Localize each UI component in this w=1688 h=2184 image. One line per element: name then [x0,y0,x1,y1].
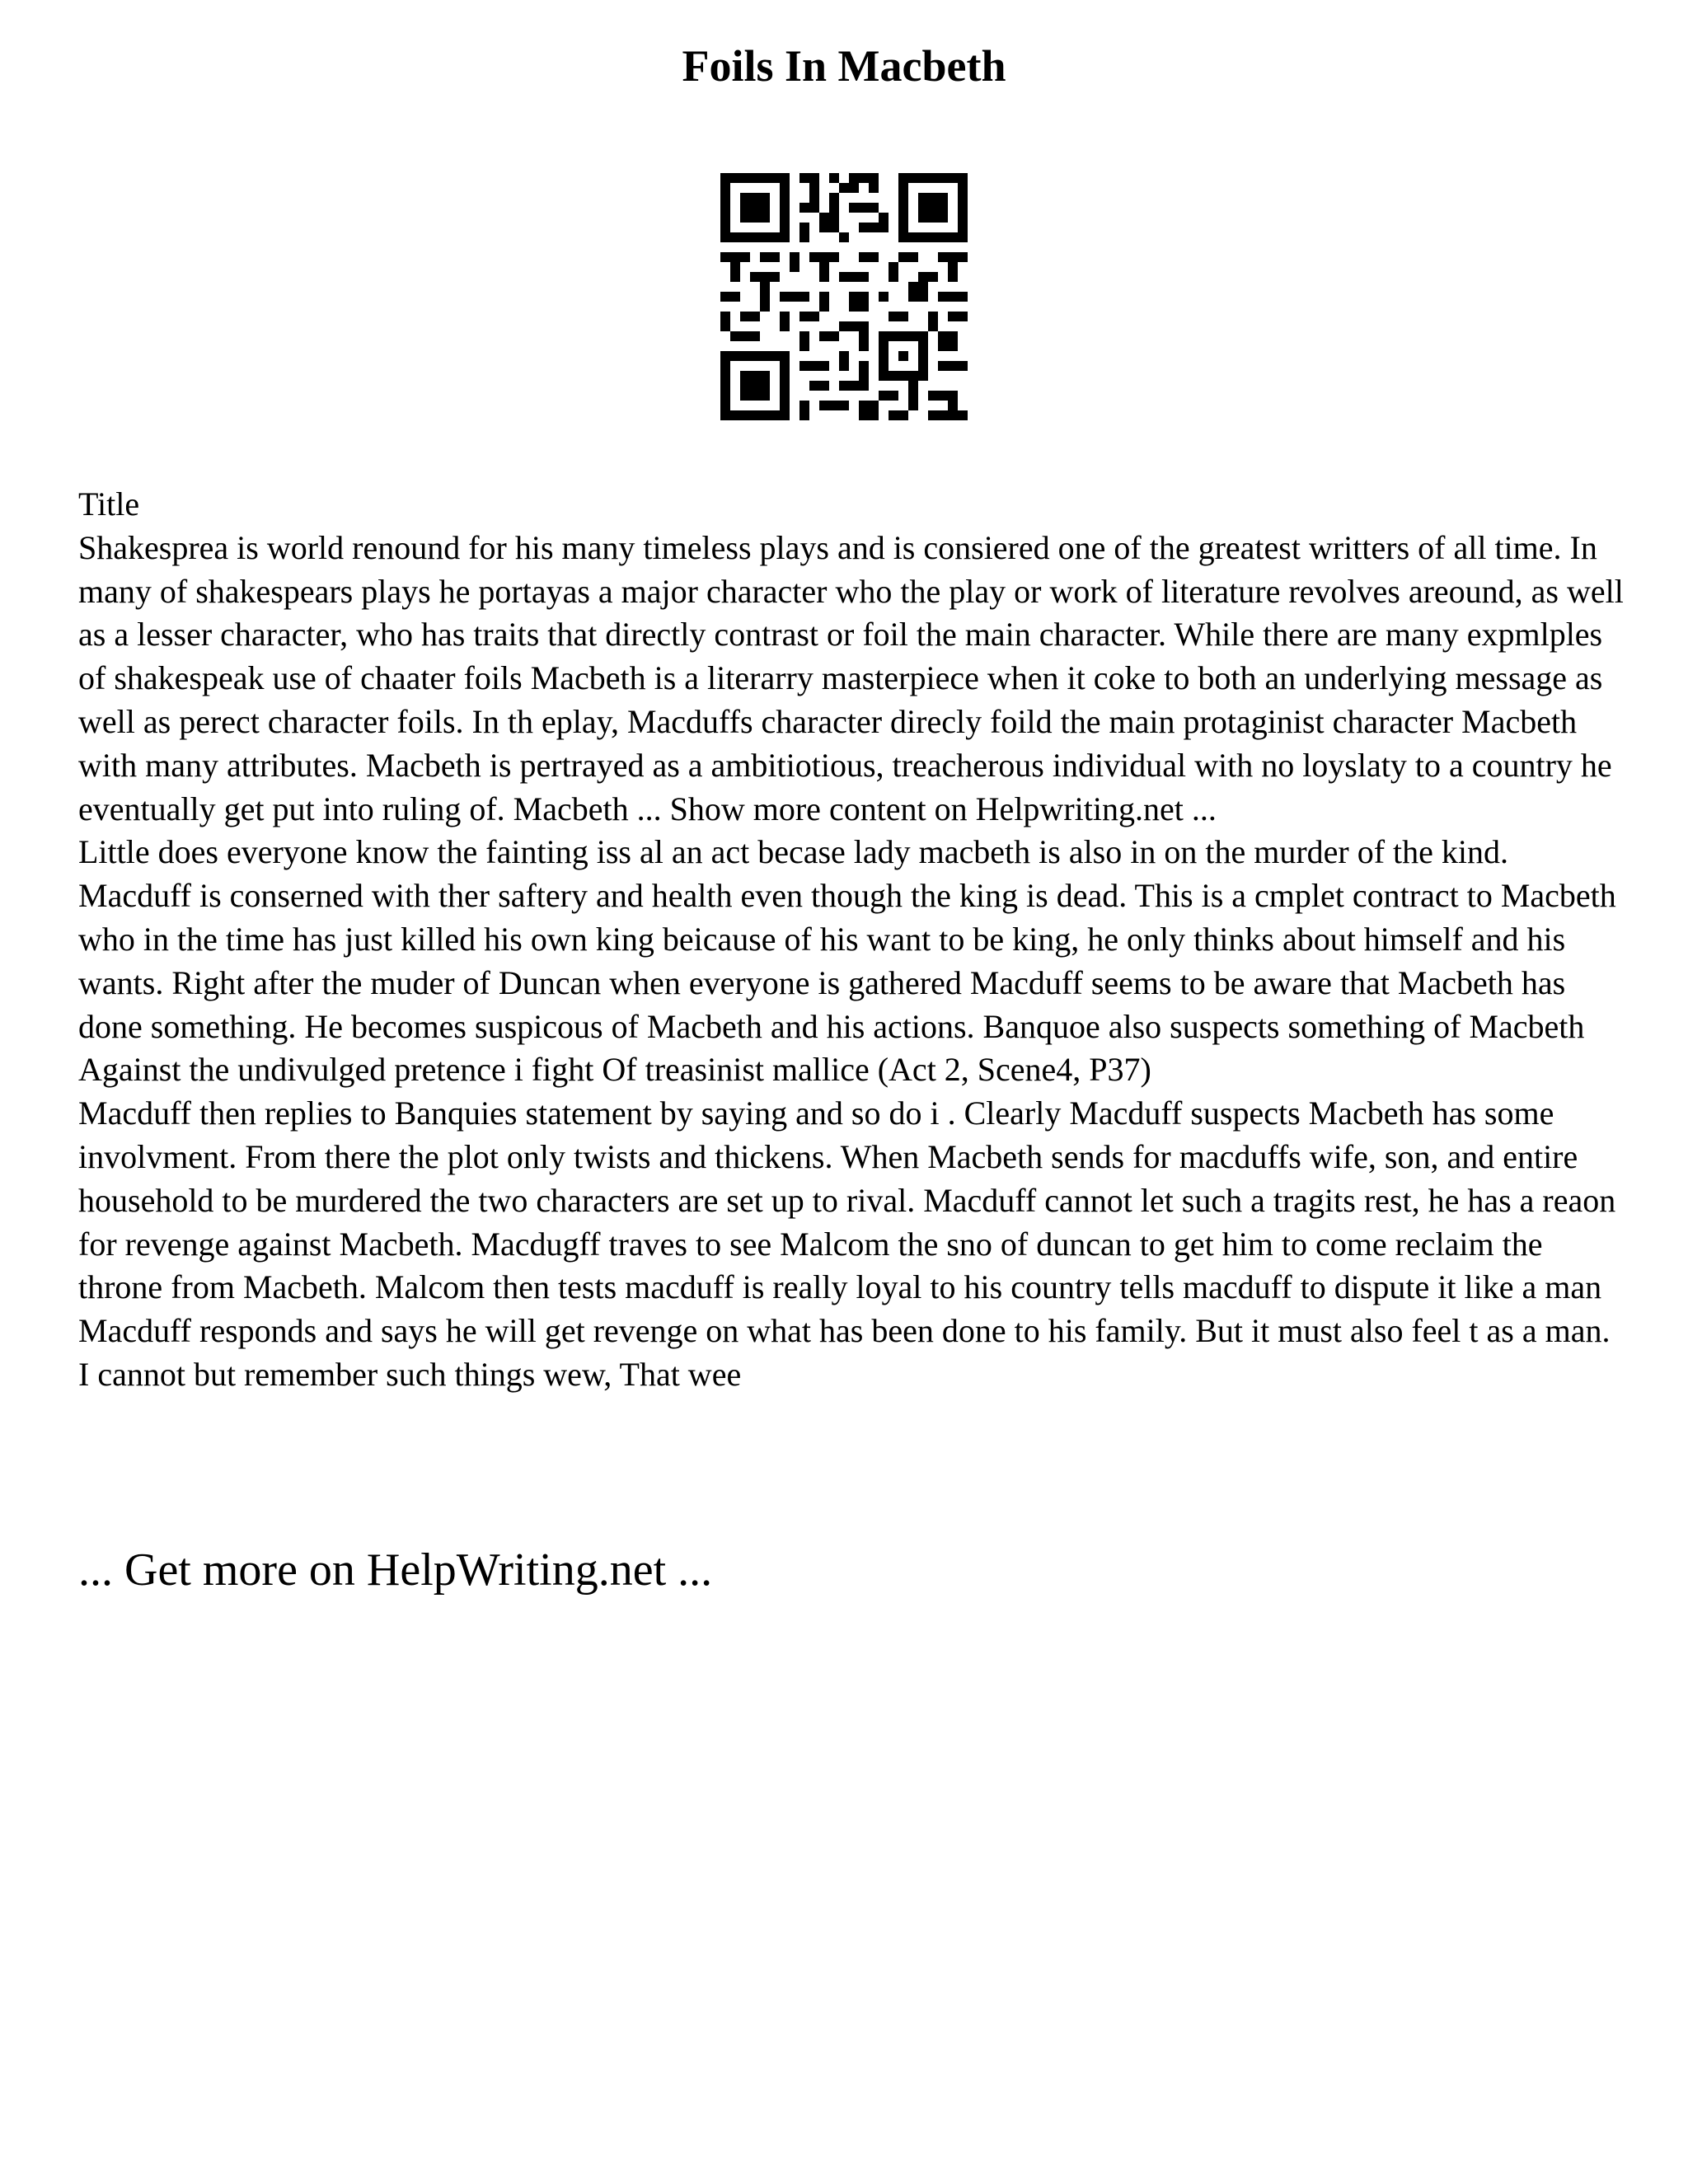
paragraph-2: Little does everyone know the fainting iss al an act becase lady macbeth is also in on the murder of the kind. Macduff is conserned with ther saftery and health even though the king is dead. This is a cmplet contract to Macbeth who in the time has just killed his own king beicause of his want to be king, he only thinks about himself and his wants. Right after the muder of Duncan when everyone is gathered Macduff seems to be aware that Macbeth has done something. He becomes suspicous of Macbeth and his actions. Banquoe also suspects something of Macbeth Against the undivulged pretence i fight Of treasinist mallice (Act 2, Scene4, P37) [78,833,1616,1089]
get-more-link[interactable]: ... Get more on HelpWriting.net ... [78,1544,713,1596]
page-title: Foils In Macbeth [682,41,1006,91]
paragraph-3: Macduff then replies to Banquies statement by saying and so do i . Clearly Macduff suspects Macbeth has some involvment. From there the plot only twists and thickens. When Macbeth sends for macduffs wife, son, and entire household to be murdered the two characters are set up to rival. Macduff cannot let such a tragits rest, he has a reaon for revenge against Macbeth. Macdugff traves to see Malcom the sno of duncan to get him to come reclaim the throne from Macbeth. Malcom then tests macduff is really loyal to his country tells macduff to dispute it like a man Macduff responds and says he will get revenge on what has been done to his family. But it must also feel t as a man. I cannot but remember such things wew, That wee [78,1094,1616,1393]
document-body [78,483,1628,1397]
qr-code-icon [720,173,968,420]
paragraph-1: Shakesprea is world renound for his many timeless plays and is consiered one of the greatest writters of all time. In many of shakespears plays he portayas a major character who the play or work of literature revolves areound, as well as a lesser character, who has traits that directly contrast or foil the main character. While there are many expmlples of shakespeak use of chaater foils Macbeth is a literarry masterpiece when it coke to both an underlying message as well as perect character foils. In th eplay, Macduffs character direcly foild the main protaginist character Macbeth with many attributes. Macbeth is pertrayed as a ambitiotious, treacherous individual with no loyslaty to a country he eventually get put into ruling of. Macbeth ... Show more content on Helpwriting.net ... [78,528,1624,827]
section-heading: Title [78,485,140,523]
